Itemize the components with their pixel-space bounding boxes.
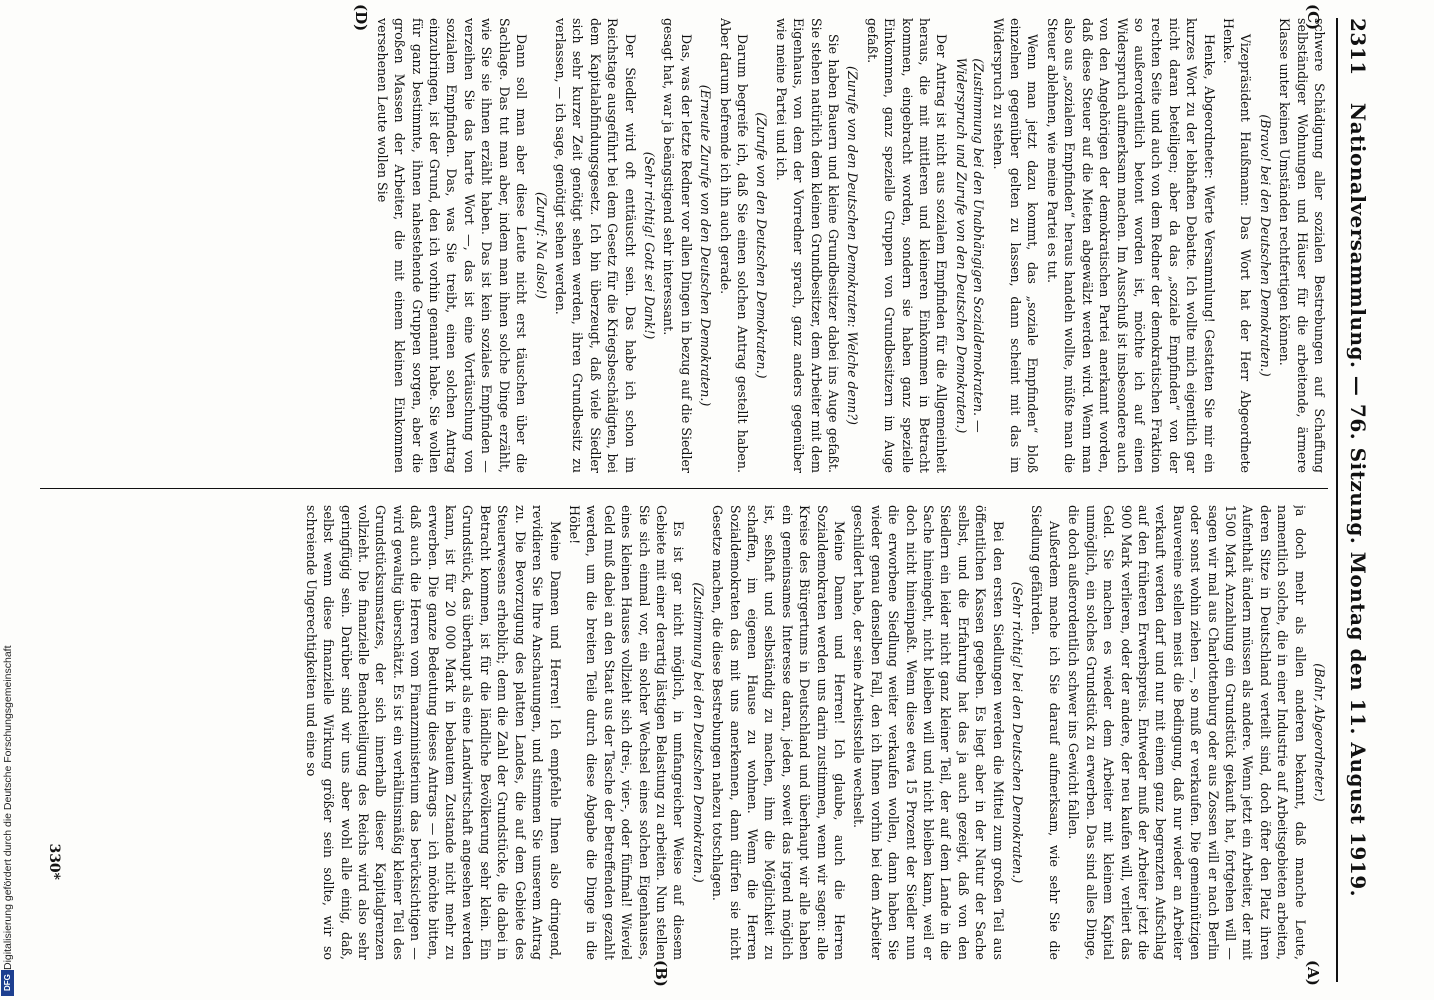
dfg-logo: DFG	[1, 970, 14, 996]
margin-mark-d: (D)	[352, 4, 370, 32]
paragraph: Dann soll man aber diese Leute nicht erst täuschen über die Sachlage. Das tut man aber, indem man ihnen solche Dinge erzählt, wie Sie sie ihnen erzählt haben. Das ist kein soziales Empfinden — verzeihen Sie das harte Wort —, das ist eine Vortäuschung von sozialem Empfinden. Das, was Sie treibt, einen solchen Antrag einzubringen, ist der Grund, den ich vorhin genannt habe. Sie wollen für ganz bestimmte, ihnen nahestehende Gruppen sorgen, aber die großen Massen der Arbeiter, die mit einem kleinen Einkommen versehenen Leute wollen Sie	[374, 18, 530, 473]
interjection: (Sehr richtig! Gott sei Dank!)	[641, 151, 657, 340]
column-divider	[40, 488, 1328, 489]
margin-mark-b: (B)	[652, 960, 670, 987]
paragraph: Vizepräsident Haußmann: Das Wort hat der Herr Abgeordnete Henke.	[1220, 18, 1254, 473]
interjection: (Zustimmung bei den Deutschen Demokraten.)	[690, 582, 706, 883]
digitization-note	[2, 600, 14, 1000]
paragraph: Wenn man jetzt dazu kommt, das „soziale Empfinden“ bloß einzelnen gegenüber gelten zu lassen, dann scheint mit das im Widerspruch zu stehen.	[990, 18, 1041, 473]
interjection: (Zurufe von den Deutschen Demokraten.)	[754, 112, 770, 379]
paragraph: Meine Damen und Herren! Ich empfehle Ihnen also dringend, revidieren Sie Ihre Anschauungen, und stimmen Sie unserem Antrag zu. Die Bevorzugung des platten Landes, die auf dem Gebiete des Steuerwesens erheblich; denn die Zahl der Grundstücke, die dabei in Betracht kommen, ist für die ländliche Bevölkerung sehr klein. Ein Grundstück, das überhaupt als eine Landwirtschaft angesehen werden kann, ist für 20 000 Mark in bebautem Zustande nicht mehr zu erwerben. Die ganze Bedeutung dieses Antrags — ich möchte bitten, daß auch die Herren vom Finanzministerium das berücksichtigen — wird gewaltig überschätzt. Es ist ein verhältnismäßig kleiner Teil des Grundstücksumsatzes, der sich innerhalb dieser Kapitalgrenzen vollzieht. Die finanzielle Benachteiligung des Reichs wird also sehr geringfügig sein. Darüber sind wir uns aber wohl alle einig, daß, selbst wenn diese finanzielle Wirkung größer sein sollte, wir so schreiende Ungerechtigkeiten und eine so	[303, 505, 563, 960]
page-number: 2311	[1346, 18, 1370, 76]
interjection: (Erneute Zurufe von den Deutschen Demokraten.)	[698, 84, 714, 407]
page-header	[1340, 18, 1370, 982]
printer-signature: 330*	[46, 843, 62, 880]
paragraph: Henke, Abgeordneter: Werte Versammlung! Gestatten Sie mir ein kurzes Wort zu der lebhaften Debatte. Ich wollte mich eigentlich gar nicht daran beteiligen; aber da das „soziale Empfinden“ von der rechten Seite und auch von dem Redner der demokratischen Fraktion so außerordentlich betont worden ist, möchte ich auf einen Widerspruch aufmerksam machen. Im Ausschuß ist insbesondere auch von den Angehörigen der demokratischen Partei anerkannt worden, daß diese Steuer auf die Mieten abgewälzt werden wird. Wenn man also aus „sozialem Empfinden“ heraus handeln wollte, müßte man die Steuer ablehnen, wie meine Partei es tut.	[1044, 18, 1217, 473]
left-column	[40, 18, 1328, 473]
page-title: Nationalversammlung. — 76. Sitzung. Montag den 11. August 1919.	[1346, 102, 1370, 898]
right-column	[40, 505, 1328, 960]
speaker-label: (Bahr, Abgeordneter.)	[1312, 663, 1327, 802]
interjection: (Sehr richtig! bei den Deutschen Demokraten.)	[1010, 581, 1026, 884]
paragraph: Bei den ersten Siedlungen werden die Mittel zum großen Teil aus öffentlichen Kassen gegeben. Es liegt aber in der Natur der Sache selbst, und die Erfahrung hat das ja auch gezeigt, daß von den Siedlern ein leider nicht ganz kleiner Teil, der auf dem Lande in die Sache hineingeht, nicht bleiben will und nicht bleiben kann, weil er doch nicht hineinpaßt. Wenn diese etwa 15 Prozent der Siedler nun die erworbene Siedlung weiter verkaufen wollen, dann haben Sie wieder genau denselben Fall, den ich Ihnen vorhin bei dem Arbeiter geschildert habe, der seine Arbeitsstelle wechselt.	[851, 505, 1006, 960]
header-rule	[1336, 18, 1338, 982]
paragraph: Es ist gar nicht möglich, in umfangreicher Weise auf diesem Gebiete mit einer derartig lästigen Belastung zu arbeiten. Nun stellen Sie sich einmal vor, ein solcher Wechsel eines solchen Eigenhauses, eines kleinen Hauses vollzieht sich drei-, vier-, oder fünfmal! Wieviel Geld muß dabei an den Staat aus der Tasche der Betreffenden gezahlt werden, um die breiten Teile durch diese Abgabe die Dinge in die Höhe!	[566, 505, 687, 960]
paragraph: Außerdem mache ich Sie darauf aufmerksam, wie sehr Sie die Siedlung gefährden.	[1029, 505, 1062, 960]
interjection: (Zurufe von den Deutschen Demokraten: Welche denn?)	[845, 66, 861, 425]
margin-mark-a: (A)	[1304, 960, 1322, 986]
paragraph: ja doch mehr als allen anderen bekannt, daß manche Leute, namentlich solche, die in einer Industrie auf Arbeitsgebieten arbeiten, deren Sitze in Deutschland verteilt sind, doch öfter den Platz ihren Aufenthalt ändern müssen als andere. Wenn jetzt ein Arbeiter, der mit 1500 Mark Anzahlung ein Grundstück gekauft hat, fortgehen will — sagen wir mal aus Charlottenburg oder aus Zossen will er nach Berlin oder sonst wohin ziehen —, so muß er verkaufen. Die gemeinnützigen Bauvereine stellen meist die Bedingung, daß nur wieder an Arbeiter verkauft werden darf und nur mit einem ganz begrenzten Aufschlag auf den früheren Erwerbspreis. Entweder muß der Arbeiter jetzt die 900 Mark verlieren, oder der andere, der neu kaufen will, verliert das Geld. Sie machen es wieder dem Arbeiter mit kleinem Kapital unmöglich, ein solches Grundstück zu erwerben. Das sind alles Dinge, die doch außerordentlich schwer ins Gewicht fallen.	[1066, 505, 1308, 960]
interjection: (Zuruf: Na also!)	[533, 192, 549, 299]
paragraph: Der Siedler wird oft enttäuscht sein. Das habe ich schon im Reichstage ausgeführt bei dem Gesetz für die Kriegsbeschädigten, bei dem Kapitalabfindungsgesetz. Ich bin überzeugt, daß viele Siedler sich sehr kurzer Zeit genötigt sehen werden, ihren Grundbesitz zu verlassen, — ich sage, genötigt sehen werden.	[552, 18, 638, 473]
interjection: (Bravo! bei den Deutschen Demokraten.)	[1257, 114, 1273, 377]
interjection: (Zustimmung bei den Unabhängigen Sozialdemokraten. — Widerspruch und Zurufe von den Deutschen Demokraten.)	[953, 57, 987, 434]
digitization-text: Digitalisierung gefördert durch die Deutsche Forschungsgemeinschaft	[2, 645, 14, 970]
margin-mark-c: (C)	[1304, 4, 1322, 31]
paragraph: Darum begreife ich, daß Sie einen solchen Antrag gestellt haben. Aber darum befremde ich ihn auch gerade.	[717, 18, 750, 473]
newspaper-page	[10, 0, 1390, 1000]
paragraph: Sie haben Bauern und kleine Grundbesitzer dabei ins Auge gefaßt. Sie stehen natürlich dem kleinen Grundbesitzer, dem Arbeiter mit dem Eigenhaus, von dem der Vorredner sprach, ganz anders gegenüber wie meine Partei und ich.	[773, 18, 842, 473]
paragraph: Das, was der letzte Redner vor allen Dingen in bezug auf die Siedler gesagt hat, war ja beängstigend sehr interessant.	[661, 18, 694, 473]
paragraph: Meine Damen und Herren! Ich glaube, auch die Herren Sozialdemokraten werden uns darin zustimmen, wenn wir sagen: alle Kreise des Bürgertums in Deutschland und überhaupt wir alle haben ein gemeinsames Interesse daran, jeden, soweit das irgend möglich ist, seßhaft und selbständig zu machen, ihm die Möglichkeit zu schaffen, im eigenen Hause zu wohnen. Wenn die Herren Sozialdemokraten das mit uns anerkennen, dann dürfen sie nicht Gesetze machen, die diese Bestrebungen nahezu totschlagen.	[710, 505, 848, 960]
paragraph: schwere Schädigung aller sozialen Bestrebungen auf Schaffung selbständiger Wohnungen und Häuser für die arbeitende, ärmere Klasse unter keinen Umständen rechtfertigen können.	[1277, 18, 1327, 473]
paragraph: Der Antrag ist nicht aus sozialem Empfinden für die Allgemeinheit heraus, die mit mittleren und kleineren Einkommen in Betracht kommen, eingebracht worden, sondern sie haben ganz spezielle Einkommen, ganz spezielle Gruppen von Grundbesitzern im Auge gefaßt.	[864, 18, 950, 473]
